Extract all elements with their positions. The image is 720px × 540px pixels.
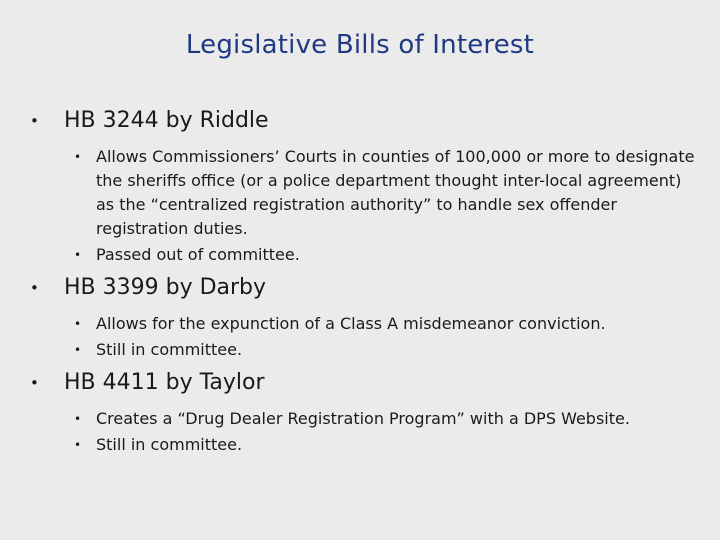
bill-item: [28, 273, 708, 362]
bill-points: [28, 312, 708, 362]
bill-item: [28, 368, 708, 457]
bill-point: [28, 145, 708, 241]
slide-title: Legislative Bills of Interest: [185, 30, 535, 60]
bill-point-text: Passed out of committee.: [96, 245, 300, 264]
bill-point: [28, 407, 708, 431]
bullet-icon: •: [30, 279, 39, 297]
bullet-icon: •: [74, 343, 82, 357]
bullet-icon: •: [74, 248, 82, 262]
bill-point-text: Creates a “Drug Dealer Registration Program” with a DPS Website.: [96, 409, 630, 428]
bill-heading: HB 3244 by Riddle: [64, 108, 269, 133]
bill-point-text: Still in committee.: [96, 340, 243, 359]
bill-point-text: Allows for the expunction of a Class A misdemeanor conviction.: [96, 314, 606, 333]
bill-point: [28, 243, 708, 267]
bill-points: [28, 145, 708, 267]
bill-heading: HB 4411 by Taylor: [64, 370, 265, 395]
bill-point: [28, 312, 708, 336]
bill-point-text: Still in committee.: [96, 435, 243, 454]
bill-point: [28, 338, 708, 362]
bill-item: [28, 106, 708, 267]
bullet-icon: •: [30, 374, 39, 392]
bill-points: [28, 407, 708, 457]
bill-list: [28, 106, 708, 463]
bullet-icon: •: [30, 112, 39, 130]
bullet-icon: •: [74, 317, 82, 331]
bill-heading: HB 3399 by Darby: [64, 275, 267, 300]
bullet-icon: •: [74, 412, 82, 426]
bullet-icon: •: [74, 150, 82, 164]
bill-point-text: Allows Commissioners’ Courts in counties of 100,000 or more to designate the sheriffs office (or a police department thought inter-local agreement) as the “centralized registration authority” to handle sex offender registration duties.: [96, 147, 695, 238]
bullet-icon: •: [74, 438, 82, 452]
bill-point: [28, 433, 708, 457]
